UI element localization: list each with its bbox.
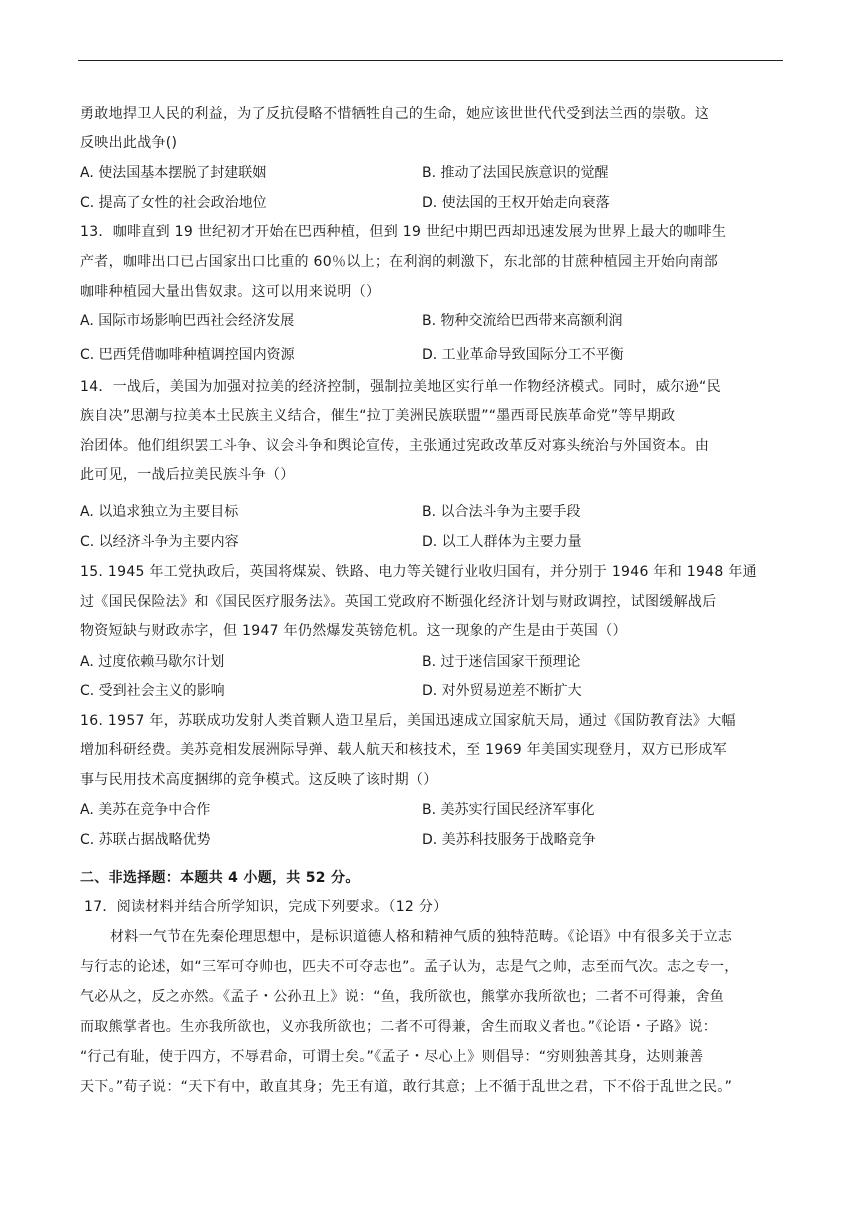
q15-text-line: 过《国民保险法》和《国民医疗服务法》。英国工党政府不断强化经济计划与财政调控，试图缓解战后 [80,594,717,610]
q16-option-d: D. 美苏科技服务于战略竞争 [422,832,596,848]
q17-material-line: 天下。”荀子说：“天下有中，敢直其身；先王有道，敢行其意；上不循于乱世之君，下不俗于乱世之民。” [80,1079,733,1095]
header-rule [78,60,783,61]
q13-option-d: D. 工业革命导致国际分工不平衡 [422,347,624,363]
q15-option-d: D. 对外贸易逆差不断扩大 [422,683,582,699]
q13-option-b: B. 物种交流给巴西带来高额利润 [422,313,623,329]
q13-option-c: C. 巴西凭借咖啡种植调控国内资源 [80,347,295,363]
q13-text-line: 13．咖啡直到 19 世纪初才开始在巴西种植，但到 19 世纪中期巴西却迅速发展为世界上最大的咖啡生 [80,224,727,240]
q14-option-c: C. 以经济斗争为主要内容 [80,534,239,550]
q13-text-line: 咖啡种植园大量出售奴隶。这可以用来说明（） [80,284,381,300]
q14-option-a: A. 以追求独立为主要目标 [80,504,239,520]
q15-option-b: B. 过于迷信国家干预理论 [422,654,581,670]
q16-text-line: 16. 1957 年，苏联成功发射人类首颗人造卫星后，美国迅速成立国家航天局，通过《国防教育法》大幅 [80,713,736,729]
q17-material-line: 而取熊掌者也。生亦我所欲也，义亦我所欲也；二者不可得兼，舍生而取义者也。”《论语・子路》说： [80,1019,718,1035]
q12-text-line: 勇敢地捍卫人民的利益，为了反抗侵略不惜牺牲自己的生命，她应该世世代代受到法兰西的崇敬。这 [80,106,710,122]
q12-option-b: B. 推动了法国民族意识的觉醒 [422,165,609,181]
q17-stem: 17．阅读材料并结合所学知识，完成下列要求。（12 分） [84,899,448,915]
q17-material-line: 材料一气节在先秦伦理思想中，是标识道德人格和精神气质的独特范畴。《论语》中有很多关于立志 [110,929,733,945]
q14-text-line: 族自决”思潮与拉美本土民族主义结合，催生“拉丁美洲民族联盟”“墨西哥民族革命党”等早期政 [80,408,676,424]
q12-option-c: C. 提高了女性的社会政治地位 [80,195,267,211]
q14-text-line: 14．一战后，美国为加强对拉美的经济控制，强制拉美地区实行单一作物经济模式。同时，威尔逊“民 [80,379,721,395]
q14-option-b: B. 以合法斗争为主要手段 [422,504,581,520]
q15-option-a: A. 过度依赖马歇尔计划 [80,654,225,670]
q15-option-c: C. 受到社会主义的影响 [80,683,225,699]
q14-text-line: 治团体。他们组织罢工斗争、议会斗争和舆论宣传，主张通过宪政改革反对寡头统治与外国资本。由 [80,438,710,454]
q16-text-line: 事与民用技术高度捆绑的竞争模式。这反映了该时期（） [80,772,438,788]
q14-text-line: 此可见，一战后拉美民族斗争（） [80,467,295,483]
q16-option-c: C. 苏联占据战略优势 [80,832,211,848]
q16-option-a: A. 美苏在竞争中合作 [80,802,211,818]
q14-option-d: D. 以工人群体为主要力量 [422,534,582,550]
q17-material-line: “行己有耻，使于四方，不辱君命，可谓士矣。”《孟子・尽心上》则倡导：“穷则独善其身，达则兼善 [80,1049,704,1065]
section-heading: 二、非选择题：本题共 4 小题，共 52 分。 [80,870,360,886]
q13-text-line: 产者，咖啡出口已占国家出口比重的 60％以上；在利润的刺激下，东北部的甘蔗种植园主开始向南部 [80,254,719,270]
q12-option-a: A. 使法国基本摆脱了封建联姻 [80,165,267,181]
q17-material-line: 气必从之，反之亦然。《孟子・公孙丑上》说：“鱼，我所欲也，熊掌亦我所欲也；二者不可得兼，舍鱼 [80,989,725,1005]
q16-text-line: 增加科研经费。美苏竞相发展洲际导弹、载人航天和核技术，至 1969 年美国实现登月，双方已形成军 [80,742,727,758]
q12-option-d: D. 使法国的王权开始走向衰落 [422,195,610,211]
q12-text-line: 反映出此战争() [80,135,178,151]
q17-material-line: 与行志的论述，如“三军可夺帅也，匹夫不可夺志也”。孟子认为，志是气之帅，志至而气次。志之专一， [80,959,739,975]
q13-option-a: A. 国际市场影响巴西社会经济发展 [80,313,295,329]
q16-option-b: B. 美苏实行国民经济军事化 [422,802,595,818]
q15-text-line: 物资短缺与财政赤字，但 1947 年仍然爆发英镑危机。这一现象的产生是由于英国（） [80,623,627,639]
q15-text-line: 15. 1945 年工党执政后，英国将煤炭、铁路、电力等关键行业收归国有，并分别于 1946 年和 1948 年通 [80,564,757,580]
